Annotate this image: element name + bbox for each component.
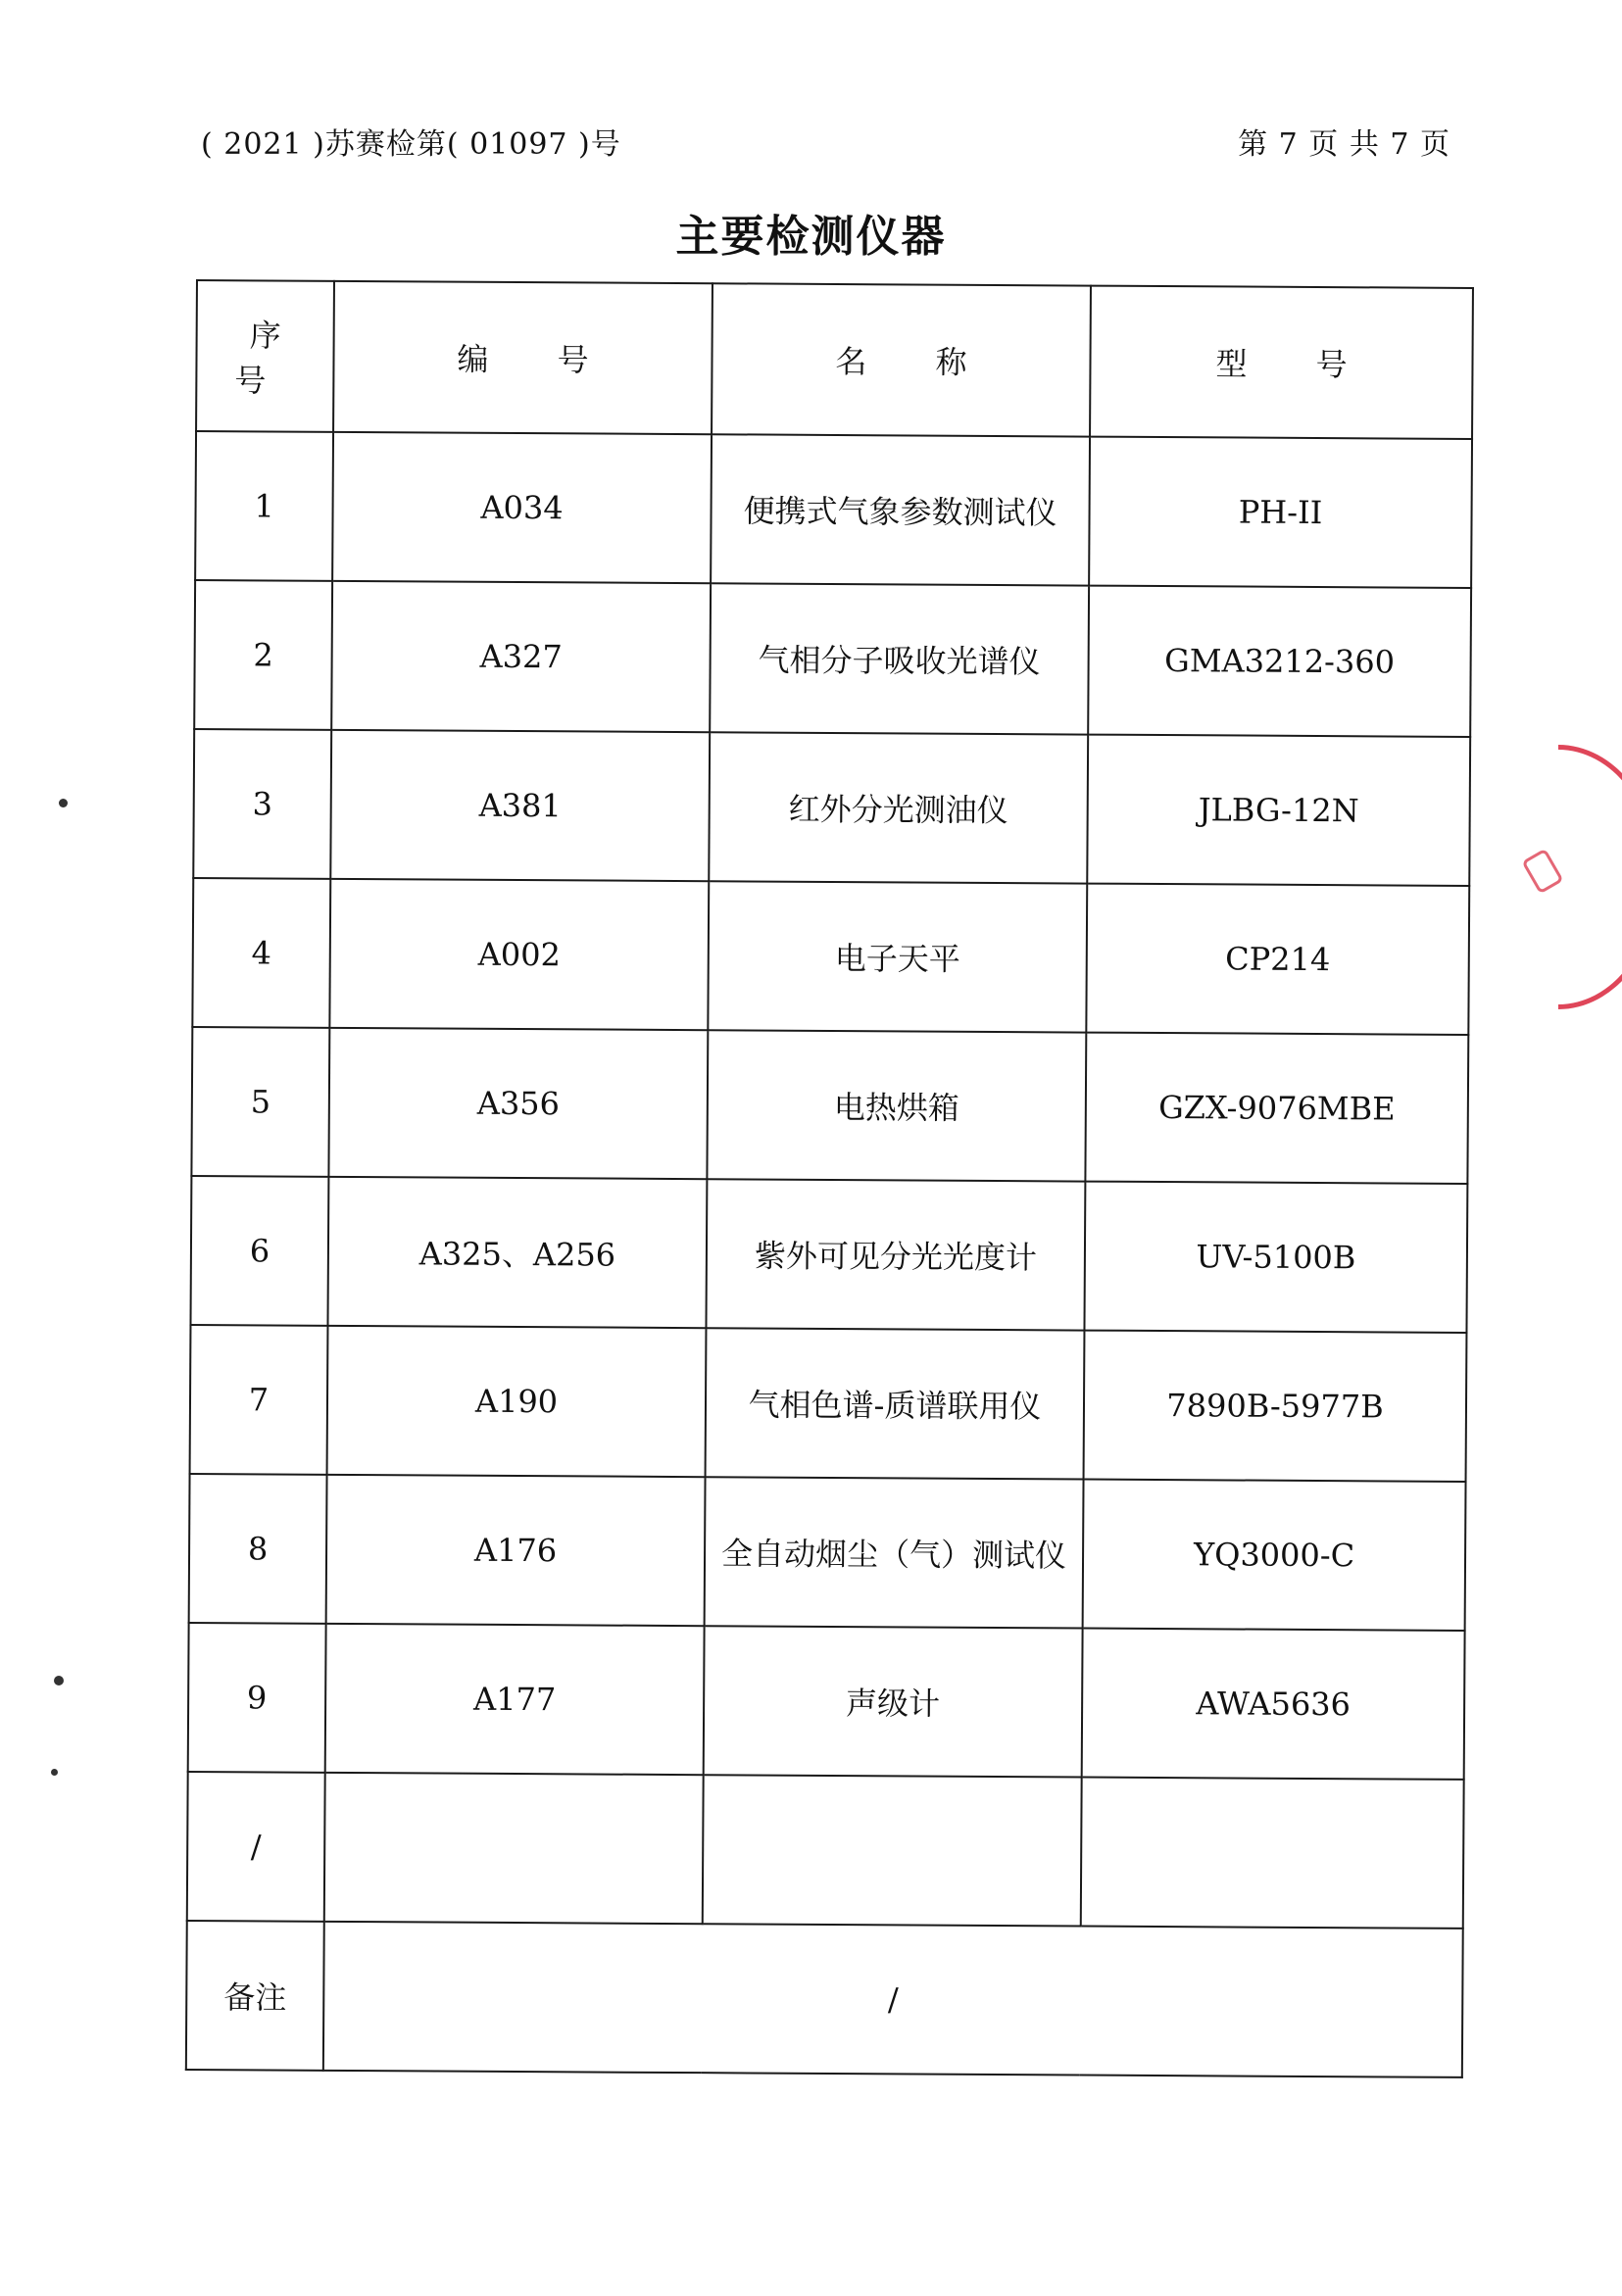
cell-model: AWA5636 bbox=[1082, 1629, 1465, 1780]
cell-id bbox=[324, 1773, 704, 1924]
cell-seq: 8 bbox=[189, 1474, 327, 1624]
cell-id: A327 bbox=[331, 581, 711, 732]
cell-model: PH-II bbox=[1089, 437, 1472, 588]
cell-name: 气相分子吸收光谱仪 bbox=[710, 583, 1089, 734]
cell-model: JLBG-12N bbox=[1087, 735, 1470, 886]
cell-seq: / bbox=[187, 1772, 325, 1922]
cell-seq: 3 bbox=[193, 729, 331, 879]
cell-seq: 5 bbox=[191, 1027, 329, 1177]
table-header-row bbox=[196, 280, 1473, 439]
table-row bbox=[195, 431, 1472, 588]
cell-id: A176 bbox=[326, 1475, 706, 1626]
cell-id: A002 bbox=[329, 879, 709, 1030]
scan-speck bbox=[51, 1769, 58, 1776]
cell-name: 紫外可见分光光度计 bbox=[706, 1179, 1085, 1330]
cell-name: 气相色谱-质谱联用仪 bbox=[706, 1328, 1085, 1479]
cell-name: 便携式气象参数测试仪 bbox=[711, 434, 1090, 585]
cell-id: A356 bbox=[328, 1028, 708, 1179]
cell-seq: 2 bbox=[194, 580, 332, 730]
cell-model: 7890B-5977B bbox=[1084, 1331, 1467, 1482]
cell-name: 电子天平 bbox=[708, 881, 1087, 1032]
page-indicator: 第 7 页 共 7 页 bbox=[1238, 127, 1450, 162]
table-row bbox=[187, 1772, 1464, 1929]
cell-id: A034 bbox=[332, 432, 712, 583]
cell-name: 电热烘箱 bbox=[707, 1030, 1086, 1181]
cell-seq: 4 bbox=[192, 878, 330, 1028]
cell-id: A325、A256 bbox=[327, 1177, 707, 1328]
cell-seq: 1 bbox=[195, 431, 333, 581]
cell-model bbox=[1081, 1778, 1464, 1929]
remark-label: 备注 bbox=[186, 1921, 324, 2071]
cell-model: GZX-9076MBE bbox=[1085, 1033, 1468, 1184]
page-title: 主要检测仪器 bbox=[675, 212, 947, 262]
remark-row bbox=[186, 1921, 1463, 2077]
cell-id: A190 bbox=[327, 1326, 707, 1477]
remark-value: / bbox=[323, 1922, 1463, 2077]
column-header-seq: 序 号 bbox=[196, 280, 334, 432]
column-header-name: 名 称 bbox=[712, 283, 1091, 436]
cell-seq: 6 bbox=[190, 1176, 328, 1326]
scan-speck bbox=[59, 799, 68, 807]
table-row bbox=[191, 1027, 1468, 1184]
table-row bbox=[190, 1325, 1467, 1482]
cell-name: 全自动烟尘（气）测试仪 bbox=[705, 1477, 1084, 1628]
table-row bbox=[192, 878, 1469, 1035]
cell-id: A177 bbox=[325, 1624, 705, 1775]
cell-id: A381 bbox=[330, 730, 710, 881]
table-row bbox=[193, 729, 1470, 886]
cell-model: YQ3000-C bbox=[1083, 1480, 1466, 1631]
cell-name bbox=[703, 1775, 1082, 1926]
seal-character-mark bbox=[1521, 849, 1563, 895]
column-header-model: 型 号 bbox=[1090, 286, 1473, 439]
cell-name: 声级计 bbox=[704, 1626, 1083, 1777]
column-header-id: 编 号 bbox=[333, 281, 713, 434]
instruments-table bbox=[185, 279, 1474, 2078]
cell-seq: 7 bbox=[190, 1325, 328, 1475]
table-row bbox=[188, 1623, 1465, 1780]
cell-name: 红外分光测油仪 bbox=[709, 732, 1088, 883]
table-row bbox=[189, 1474, 1466, 1631]
scan-speck bbox=[54, 1676, 64, 1685]
cell-seq: 9 bbox=[188, 1623, 326, 1773]
cell-model: UV-5100B bbox=[1084, 1182, 1467, 1333]
table-row bbox=[194, 580, 1471, 737]
table-row bbox=[190, 1176, 1467, 1333]
cell-model: CP214 bbox=[1086, 884, 1469, 1035]
cell-model: GMA3212-360 bbox=[1088, 586, 1471, 737]
report-number: ( 2021 )苏赛检第( 01097 )号 bbox=[201, 127, 621, 162]
